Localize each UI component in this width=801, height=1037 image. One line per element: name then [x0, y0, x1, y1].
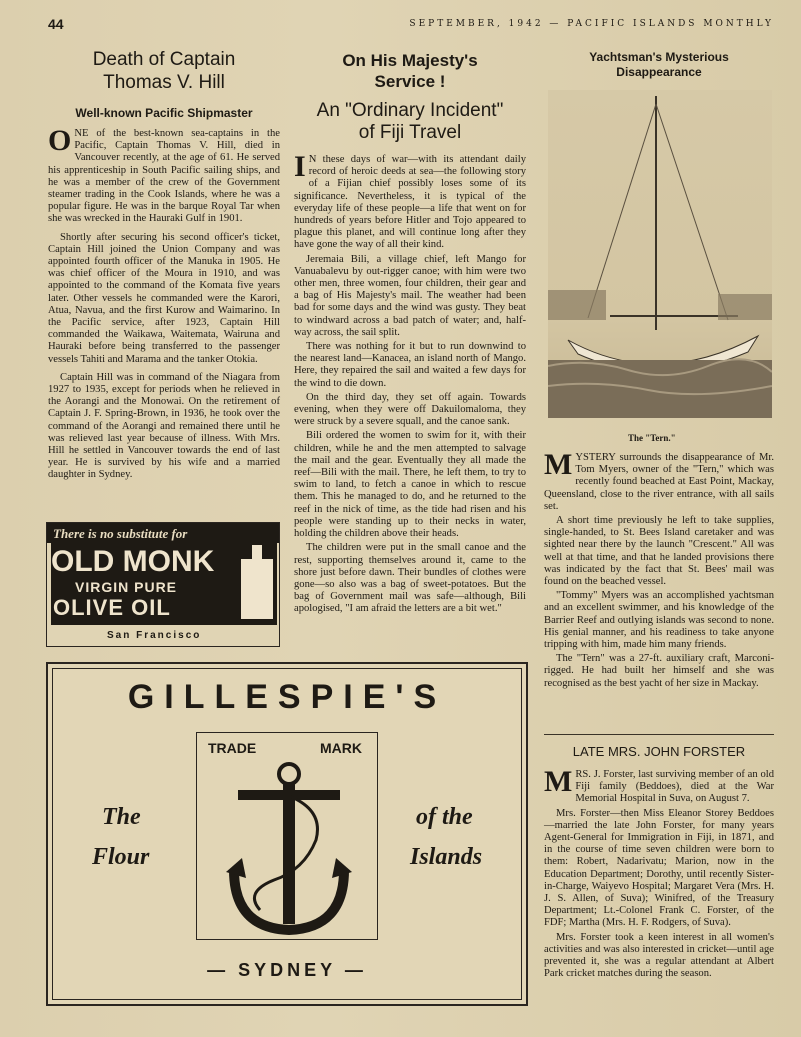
dropcap: M [544, 448, 573, 481]
paragraph: The "Tern" was a 27-ft. auxiliary craft, Marconi-rigged. He had built her himself and she was recognised as the best yacht of her size in Mackay. [544, 653, 774, 689]
article-body [294, 150, 526, 616]
paragraph: N these days of war—with its attendant daily record of heroic deeds at sea—the following story of a Fijian chief possibly loses some of its significance. Nevertheless, it is typical of the everyday life of these people—a life that went on for hundreds of years before Hitler and Tojo appeared to plague this planet, and will continue long after they have gone the way of all their kind. [294, 154, 526, 251]
page-number: 44 [48, 16, 64, 32]
ad-slogan-left-1: The [102, 804, 141, 830]
paragraph: Mrs. Forster took a keen interest in all women's activities and was also interested in cricket—until age prevented it, she was a regular attendant at Albert Park cricket matches during the season. [544, 931, 774, 980]
ad-brand: OLD MONK [51, 545, 215, 578]
paragraph: A short time previously he left to take supplies, single-handed, to St. Bees Island caretaker and was sighted near there by the launch "Crescent." All was well at that time, and that he landed provisions there was indicated by the fact that St. Bees' mail was found on the beached vessel. [544, 515, 774, 588]
paragraph: "Tommy" Myers was an accomplished yachtsman and an excellent swimmer, and his knowledge of the Barrier Reef and outlying islands was second to none. His genial manner, and his readiness to take anyone tripping with him, made him many friends. [544, 590, 774, 651]
paragraph: Shortly after securing his second officer's ticket, Captain Hill joined the Union Company and was appointed fourth officer of the Manuka in 1905. He was chief officer of the Moura in 1910, and was appointed to the command of the Komata five years later. Other vessels he commanded were the Karori, Atua, Navua, and the first Kurow and Waimarino. In the Pacific service, after 1923, Captain Hill commanded the Waikawa, Waitemata, Wairuna and Hauraki before being transferred to the passenger vessels Tahiti and Marama and the tanker Otokia. [48, 231, 280, 365]
article-title: LATE MRS. JOHN FORSTER [572, 744, 746, 759]
gillespies-advertisement [46, 662, 528, 1006]
section-divider [544, 734, 774, 735]
ad-tagline: VIRGIN PURE [75, 579, 178, 595]
running-title: SEPTEMBER, 1942 — PACIFIC ISLANDS MONTHLY [409, 19, 774, 29]
article-title-line2: Thomas V. Hill [103, 72, 225, 93]
bottle-icon [239, 557, 275, 621]
photo-caption: The "Tern." [628, 433, 676, 443]
ad-slogan-right-1: of the [416, 804, 473, 830]
article-mrs-forster [544, 744, 774, 982]
ad-product: OLIVE OIL [53, 595, 171, 620]
dropcap: M [544, 765, 573, 798]
article-title-line1: Death of Captain [92, 49, 236, 70]
article-title-line2: Disappearance [616, 65, 702, 79]
dropcap: O [48, 124, 72, 157]
yacht-sailboat-icon [548, 90, 772, 418]
article-title-line2: Service ! [374, 72, 446, 91]
article-body [48, 124, 280, 482]
mark-label: MARK [320, 740, 362, 756]
ad-brand: GILLESPIE'S [127, 678, 447, 716]
ad-city: San Francisco [107, 630, 202, 641]
trade-label: TRADE [208, 740, 257, 756]
paragraph: RS. J. Forster, last surviving member of an old Fiji family (Beddoes), died at the War Memorial Hospital in Suva, on August 7. [575, 769, 774, 805]
yacht-photo [548, 90, 772, 418]
ad-slogan-right-2: Islands [410, 844, 483, 870]
article-subtitle-line2: of Fiji Travel [358, 122, 462, 143]
anchor-icon [224, 760, 354, 940]
article-his-majestys-service [294, 50, 526, 618]
paragraph: Mrs. Forster—then Miss Eleanor Storey Beddoes—married the late John Forster, for many years Agent-General for Immigration in Fiji, in 1871, and in the course of time seven children were born to them: Robert, Nadarivatu; Marion, now in the Education Department; Dorothy, until recently Sister-in-Charge, Waiyevo Hospital; Margaret Vera (Mrs. H. J. S. Allen, of Suva); Winifred, of the Treasury Department; Lt.-Colonel Frank C. Forster, of the FDF; Martha (Mrs. H. F. Rodgers, of Suva). [544, 807, 774, 929]
article-body [544, 448, 774, 692]
old-monk-advertisement [46, 522, 280, 647]
ad-banner: There is no substitute for [47, 523, 279, 543]
paragraph: The children were put in the small canoe and the rest, supporting themselves around it, came to the shore just before dawn. Their bundles of clothes were gone—so also was a bag of sweet-potatoes. But the bag of Government mail was safe—although, Bili apologised, "I am afraid the letters are a bit wet." [294, 542, 526, 615]
article-subtitle-line1: An "Ordinary Incident" [316, 100, 504, 121]
article-captain-hill [48, 48, 280, 484]
paragraph: NE of the best-known sea-captains in the Pacific, Captain Thomas V. Hill, died in Vancouver recently, at the age of 61. He served his apprenticeship in South Pacific sailing ships, and he was a member of the crew of the Government steamer trading in the Cook Islands, where he was a popular figure. He was in the barque Royal Tar when she was wrecked in the Hauraki Gulf in 1901. [48, 128, 280, 225]
paragraph: On the third day, they set off again. Towards evening, when they were off Dakuilomaloma, they were struck by a severe squall, and the canoe sank. [294, 391, 526, 428]
article-title-line1: Yachtsman's Mysterious [589, 50, 729, 64]
paragraph: YSTERY surrounds the disappearance of Mr. Tom Myers, owner of the "Tern," which was recently found beached at East Point, Mackay, Queensland, close to the river entrance, with all sails set. [544, 452, 774, 512]
paragraph: Captain Hill was in command of the Niagara from 1927 to 1935, except for periods when he relieved in the Aorangi and the Monowai. On the retirement of Captain J. F. Spring-Brown, in 1936, he took over the command of the Aorangi and remained there until he was relieved last year because of illness. With Mrs. Hill he settled in Vancouver towards the end of last year. He is survived by his wife and a married daughter in Sydney. [48, 371, 280, 481]
paragraph: There was nothing for it but to run downwind to the nearest land—Kanacea, an island north of Mango. Here, they repaired the sail and waited a few days for the wind to die down. [294, 341, 526, 389]
paragraph: Jeremaia Bili, a village chief, left Mango for Vanuabalevu by out-rigger canoe; with him were two other men, three women, four children, their gear and a bag of His Majesty's mail. The weather had been bad for some days and the wind was gusty. They beat to windward across a bad patch of water; and, half-way across, the sail split. [294, 253, 526, 338]
article-subtitle: Well-known Pacific Shipmaster [75, 106, 253, 120]
article-body [544, 765, 774, 980]
page-header [44, 16, 774, 36]
article-yachtsman [544, 50, 774, 80]
ad-city: — SYDNEY — [207, 960, 367, 980]
ad-slogan-left-2: Flour [92, 844, 150, 870]
dropcap: I [294, 150, 306, 183]
article-title-line1: On His Majesty's [342, 51, 478, 70]
paragraph: Bili ordered the women to swim for it, with their children, while he and the men attempted to salvage the mail and the gear. Eventually they all made the reef—Bili with the mail. There, he left them, to try to swim to land, to fetch a canoe in which to rescue them. This he managed to do, and he returned to the reef in the nick of time, as the tide had risen and his people were standing up to their necks in water, holding the children above their heads. [294, 430, 526, 540]
